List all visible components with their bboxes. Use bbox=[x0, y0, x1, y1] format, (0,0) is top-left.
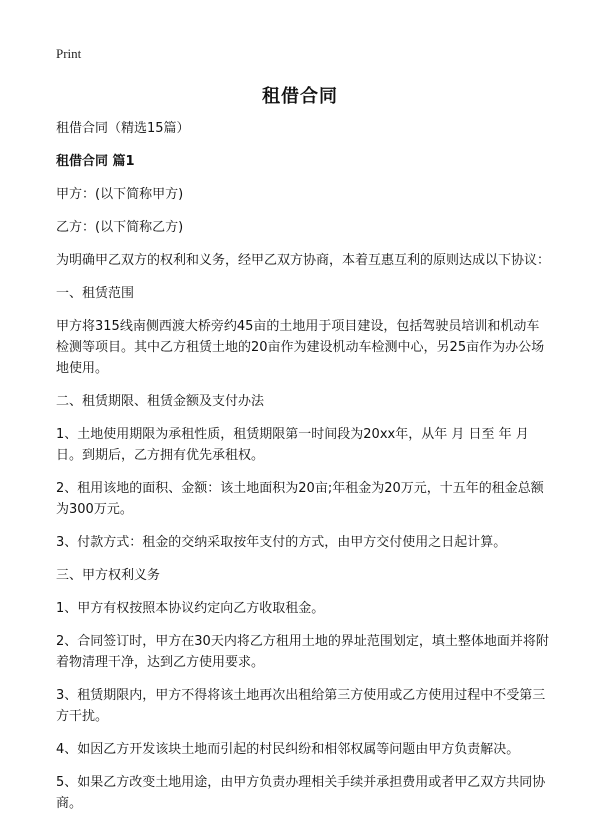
paragraph: 二、租赁期限、租赁金额及支付办法 bbox=[56, 394, 265, 409]
paragraph: 1、甲方有权按照本协议约定向乙方收取租金。 bbox=[56, 601, 325, 616]
paragraph: 2、合同签订时，甲方在30天内将乙方租用土地的界址范围划定，填土整体地面并将附着物清理干净，达到乙方使用要求。 bbox=[56, 634, 549, 670]
paragraph: 1、土地使用期限为承租性质，租赁期限第一时间段为20xx年，从年 月 日至 年 月 日。到期后，乙方拥有优先承租权。 bbox=[56, 427, 529, 463]
paragraph: 2、租用该地的面积、金额：该土地面积为20亩;年租金为20万元，十五年的租金总额为300万元。 bbox=[56, 481, 544, 517]
paragraph: 3、租赁期限内，甲方不得将该土地再次出租给第三方使用或乙方使用过程中不受第三方干扰。 bbox=[56, 688, 546, 724]
page-title: 租借合同 bbox=[262, 86, 338, 107]
paragraph: 为明确甲乙双方的权利和义务，经甲乙双方协商，本着互惠互利的原则达成以下协议： bbox=[56, 253, 551, 268]
paragraph: 租借合同（精选15篇） bbox=[56, 121, 190, 136]
document-body bbox=[56, 118, 552, 826]
paragraph: 5、如果乙方改变土地用途，由甲方负责办理相关手续并承担费用或者甲乙双方共同协商。 bbox=[56, 775, 546, 811]
paragraph: 一、租赁范围 bbox=[56, 286, 135, 301]
paragraph: 甲方：(以下简称甲方) bbox=[56, 187, 184, 202]
print-link[interactable]: Print bbox=[56, 46, 82, 61]
section-heading: 租借合同 篇1 bbox=[56, 154, 135, 169]
paragraph: 4、如因乙方开发该块土地而引起的村民纠纷和相邻权属等问题由甲方负责解决。 bbox=[56, 742, 520, 757]
paragraph: 3、付款方式：租金的交纳采取按年支付的方式，由甲方交付使用之日起计算。 bbox=[56, 535, 507, 550]
paragraph: 三、甲方权利义务 bbox=[56, 568, 161, 583]
paragraph: 甲方将315线南侧西渡大桥旁约45亩的土地用于项目建设，包括驾驶员培训和机动车检测等项目。其中乙方租赁土地的20亩作为建设机动车检测中心，另25亩作为办公场地使用。 bbox=[56, 319, 545, 376]
paragraph: 乙方：(以下简称乙方) bbox=[56, 220, 184, 235]
